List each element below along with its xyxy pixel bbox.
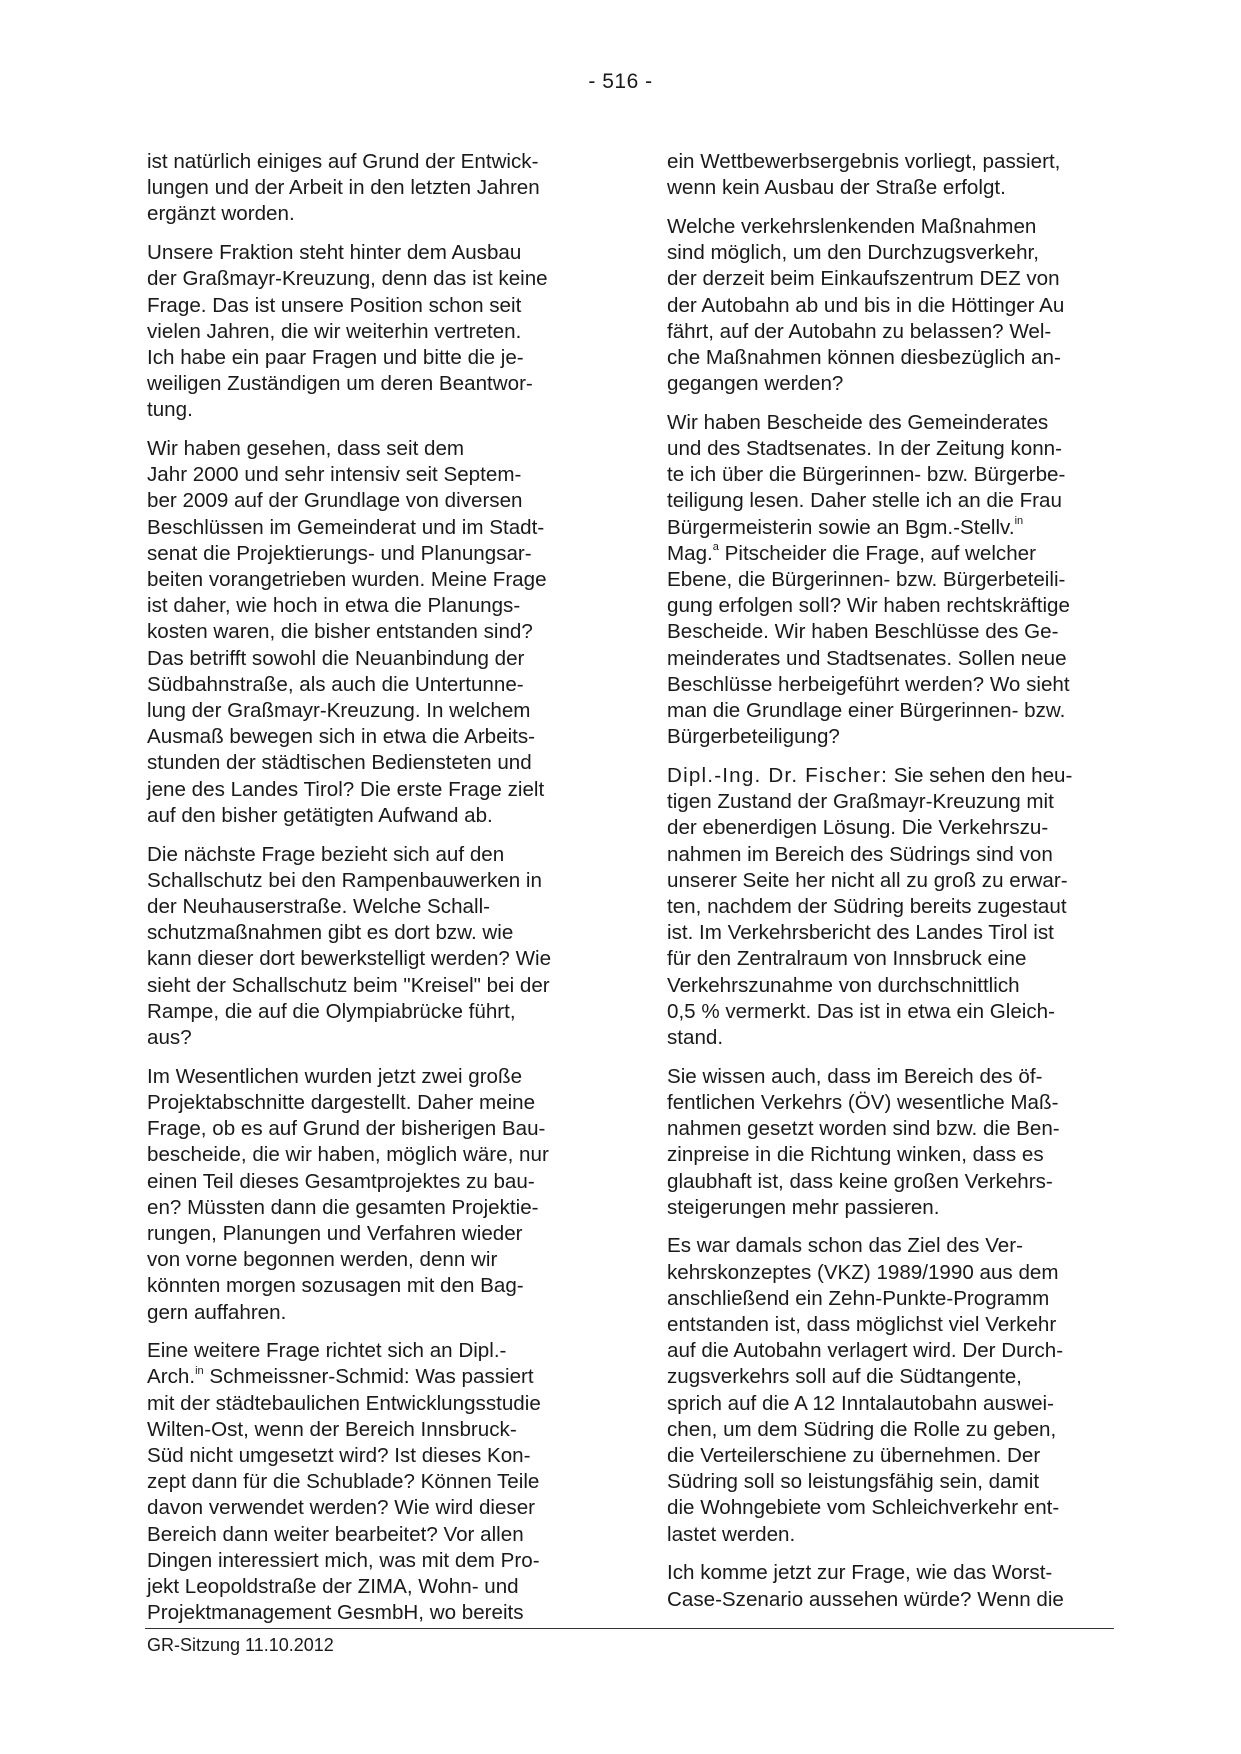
text-line: Im Wesentlichen wurden jetzt zwei große <box>147 1064 523 1088</box>
text-line: der Graßmayr-Kreuzung, denn das ist keine <box>147 267 548 291</box>
text-line: kehrskonzeptes (VKZ) 1989/1990 aus dem <box>667 1260 1059 1284</box>
text-line: gegangen werden? <box>667 372 844 396</box>
text-line: sieht der Schallschutz beim "Kreisel" bei der <box>147 973 550 997</box>
paragraph <box>667 149 1109 201</box>
right-column <box>667 149 1109 1625</box>
text-line: Eine weitere Frage richtet sich an Dipl.- <box>147 1339 507 1363</box>
text-line: entstanden ist, dass möglichst viel Verkehr <box>667 1313 1057 1337</box>
text-lines <box>667 567 1109 750</box>
text-line: aus? <box>147 1026 192 1049</box>
text-line: senat die Projektierungs- und Planungsar- <box>147 541 532 565</box>
text-line: beiten vorangetrieben wurden. Meine Frage <box>147 568 547 592</box>
text-line: wenn kein Ausbau der Straße erfolgt. <box>667 176 1006 200</box>
superscript: a <box>712 540 719 553</box>
text-line: Ich habe ein paar Fragen und bitte die je- <box>147 345 524 369</box>
text-line: glaubhaft ist, dass keine großen Verkehrs- <box>667 1169 1053 1193</box>
text-line: Rampe, die auf die Olympiabrücke führt, <box>147 999 516 1023</box>
text-fragment: Arch. <box>147 1365 196 1389</box>
text-line: ber 2009 auf der Grundlage von diversen <box>147 489 523 513</box>
text-line: Das betrifft sowohl die Neuanbindung der <box>147 646 525 670</box>
paragraph <box>667 1064 1109 1221</box>
text-line: ist natürlich einiges auf Grund der Entwick- <box>147 150 539 173</box>
text-fragment: Sie sehen den heu- <box>888 763 1073 787</box>
text-line: Bürgerbeteiligung? <box>667 725 840 749</box>
text-line: Beschlüssen im Gemeinderat und im Stadt- <box>147 515 545 539</box>
text-line: Ebene, die Bürgerinnen- bzw. Bürgerbeteili- <box>667 568 1066 592</box>
superscript: in <box>195 1364 204 1377</box>
text-line: schutzmaßnahmen gibt es dort bzw. wie <box>147 921 514 945</box>
text-line: Süd nicht umgesetzt wird? Ist dieses Kon- <box>147 1444 531 1468</box>
text-line: ten, nachdem der Südring bereits zugestaut <box>667 894 1067 918</box>
text-line: Südring soll so leistungsfähig sein, damit <box>667 1470 1040 1494</box>
text-line: davon verwendet werden? Wie wird dieser <box>147 1496 536 1520</box>
text-line: Die nächste Frage bezieht sich auf den <box>147 842 505 866</box>
text-line: en? Müssten dann die gesamten Projektie- <box>147 1195 539 1219</box>
text-lines <box>147 1391 589 1627</box>
paragraph <box>667 214 1109 397</box>
paragraph <box>667 1560 1109 1612</box>
paragraph <box>667 410 1109 751</box>
text-line: Bereich dann weiter bearbeitet? Vor allen <box>147 1522 524 1546</box>
text-line: die Verteilerschiene zu übernehmen. Der <box>667 1444 1041 1468</box>
text-line: anschließend ein Zehn-Punkte-Programm <box>667 1286 1050 1310</box>
text-line: ist. Im Verkehrsbericht des Landes Tirol ist <box>667 921 1054 945</box>
text-line: zugsverkehrs soll auf die Südtangente, <box>667 1365 1022 1389</box>
text-line: Jahr 2000 und sehr intensiv seit Septem- <box>147 463 522 487</box>
text-line: rungen, Planungen und Verfahren wieder <box>147 1221 523 1245</box>
text-line: kann dieser dort bewerkstelligt werden? Wie <box>147 947 552 971</box>
text-line: man die Grundlage einer Bürgerinnen- bzw. <box>667 699 1066 723</box>
text-line <box>667 763 1109 789</box>
text-line: Projektabschnitte dargestellt. Daher meine <box>147 1090 536 1114</box>
superscript: in <box>1014 514 1024 527</box>
text-line: einen Teil dieses Gesamtprojektes zu bau- <box>147 1169 535 1193</box>
text-line: Frage, ob es auf Grund der bisherigen Bau- <box>147 1117 546 1141</box>
text-line: tung. <box>147 398 193 422</box>
text-line: bescheide, die wir haben, möglich wäre, nur <box>147 1143 549 1167</box>
text-lines <box>667 410 1109 515</box>
paragraph <box>147 1338 589 1626</box>
text-line: unserer Seite her nicht all zu groß zu erwar- <box>667 868 1068 892</box>
text-line: zinpreise in die Richtung winken, dass es <box>667 1143 1044 1167</box>
footer-session: GR-Sitzung 11.10.2012 <box>147 1635 334 1655</box>
text-line: Projektmanagement GesmbH, wo bereits <box>147 1601 524 1625</box>
text-fragment: Bürgermeisterin sowie an Bgm.-Stellv. <box>667 515 1015 539</box>
text-line <box>147 1364 589 1390</box>
text-line: zept dann für die Schublade? Können Teile <box>147 1470 540 1494</box>
text-line: jene des Landes Tirol? Die erste Frage zielt <box>147 777 545 801</box>
text-line: chen, um dem Südring die Rolle zu geben, <box>667 1417 1057 1441</box>
text-line: jekt Leopoldstraße der ZIMA, Wohn- und <box>147 1575 519 1599</box>
paragraph <box>147 1064 589 1326</box>
text-line: Beschlüsse herbeigeführt werden? Wo sieht <box>667 672 1070 696</box>
text-line: Südbahnstraße, als auch die Untertunne- <box>147 672 524 696</box>
text-line: für den Zentralraum von Innsbruck eine <box>667 947 1027 971</box>
text-line: gung erfolgen soll? Wir haben rechtskräftige <box>667 594 1070 618</box>
paragraph <box>147 240 589 423</box>
text-line: vielen Jahren, die wir weiterhin vertreten. <box>147 319 522 343</box>
text-fragment: Mag. <box>667 541 713 565</box>
text-line: Schallschutz bei den Rampenbauwerken in <box>147 868 542 892</box>
text-line: tigen Zustand der Graßmayr-Kreuzung mit <box>667 790 1054 814</box>
text-fragment: Schmeissner-Schmid: Was passiert <box>203 1365 534 1389</box>
text-line: lastet werden. <box>667 1522 796 1546</box>
text-line: der Autobahn ab und bis in die Höttinger Au <box>667 293 1065 317</box>
text-line: ergänzt worden. <box>147 202 295 226</box>
text-line: Wilten-Ost, wenn der Bereich Innsbruck- <box>147 1417 517 1441</box>
text-line: auf die Autobahn verlagert wird. Der Durch- <box>667 1339 1064 1363</box>
text-line: fährt, auf der Autobahn zu belassen? Wel- <box>667 319 1052 343</box>
text-line: Frage. Das ist unsere Position schon seit <box>147 293 522 317</box>
text-line: stunden der städtischen Bediensteten und <box>147 751 532 775</box>
text-line: der ebenerdigen Lösung. Die Verkehrszu- <box>667 816 1049 840</box>
text-line: te ich über die Bürgerinnen- bzw. Bürgerbe- <box>667 463 1066 487</box>
page-number: - 516 - <box>588 70 653 93</box>
text-line: steigerungen mehr passieren. <box>667 1195 940 1219</box>
text-line: Bescheide. Wir haben Beschlüsse des Ge- <box>667 620 1059 644</box>
text-line: Case-Szenario aussehen würde? Wenn die <box>667 1587 1064 1611</box>
paragraph <box>147 436 589 829</box>
text-line: Unsere Fraktion steht hinter dem Ausbau <box>147 241 522 265</box>
paragraph <box>147 149 589 228</box>
text-line: Verkehrszunahme von durchschnittlich <box>667 973 1020 997</box>
text-line: und des Stadtsenates. In der Zeitung konn- <box>667 437 1062 461</box>
paragraph <box>667 1233 1109 1547</box>
speaker-name: Dipl.-Ing. Dr. Fischer: <box>667 763 888 787</box>
text-line: sind möglich, um den Durchzugsverkehr, <box>667 241 1040 265</box>
text-line: weiligen Zuständigen um deren Beantwor- <box>147 372 533 396</box>
text-line: 0,5 % vermerkt. Das ist in etwa ein Gleich- <box>667 999 1055 1023</box>
text-line: Dingen interessiert mich, was mit dem Pro- <box>147 1548 540 1572</box>
text-line: Ausmaß bewegen sich in etwa die Arbeits- <box>147 725 536 749</box>
text-line <box>667 515 1109 541</box>
text-line: Welche verkehrslenkenden Maßnahmen <box>667 214 1037 238</box>
text-line: nahmen im Bereich des Südrings sind von <box>667 842 1053 866</box>
text-line: kosten waren, die bisher entstanden sind? <box>147 620 533 644</box>
text-line: nahmen gesetzt worden sind bzw. die Ben- <box>667 1117 1060 1141</box>
paragraph <box>667 763 1109 1051</box>
text-line: der derzeit beim Einkaufszentrum DEZ von <box>667 267 1060 291</box>
text-line: gern auffahren. <box>147 1300 287 1324</box>
text-line: könnten morgen sozusagen mit den Bag- <box>147 1274 524 1298</box>
text-line: von vorne begonnen werden, denn wir <box>147 1248 498 1272</box>
text-line: Es war damals schon das Ziel des Ver- <box>667 1234 1023 1258</box>
text-line: lungen und der Arbeit in den letzten Jahren <box>147 176 540 200</box>
text-line: sprich auf die A 12 Inntalautobahn auswei- <box>667 1391 1054 1415</box>
text-line: ein Wettbewerbsergebnis vorliegt, passiert, <box>667 150 1061 173</box>
text-line: der Neuhauserstraße. Welche Schall- <box>147 894 491 918</box>
text-line: auf den bisher getätigten Aufwand ab. <box>147 803 493 827</box>
text-line: Wir haben gesehen, dass seit dem <box>147 437 465 461</box>
text-line: che Maßnahmen können diesbezüglich an- <box>667 345 1061 369</box>
text-line: teiligung lesen. Daher stelle ich an die Frau <box>667 489 1062 513</box>
text-line: mit der städtebaulichen Entwicklungsstudie <box>147 1391 541 1415</box>
text-line <box>667 541 1109 567</box>
text-line: die Wohngebiete vom Schleichverkehr ent- <box>667 1496 1060 1520</box>
text-fragment: Pitscheider die Frage, auf welcher <box>718 541 1036 565</box>
text-line: Wir haben Bescheide des Gemeinderates <box>667 410 1049 434</box>
text-line: lung der Graßmayr-Kreuzung. In welchem <box>147 699 531 723</box>
text-lines <box>667 789 1109 1051</box>
text-line: Sie wissen auch, dass im Bereich des öf- <box>667 1064 1043 1088</box>
text-line: Ich komme jetzt zur Frage, wie das Worst- <box>667 1561 1053 1585</box>
left-column <box>147 149 589 1639</box>
text-line: ist daher, wie hoch in etwa die Planungs- <box>147 594 521 618</box>
text-line: stand. <box>667 1026 724 1049</box>
text-line: fentlichen Verkehrs (ÖV) wesentliche Maß- <box>667 1090 1059 1114</box>
paragraph <box>147 842 589 1052</box>
footer-divider <box>145 1628 1114 1629</box>
text-line: meinderates und Stadtsenates. Sollen neue <box>667 646 1067 670</box>
